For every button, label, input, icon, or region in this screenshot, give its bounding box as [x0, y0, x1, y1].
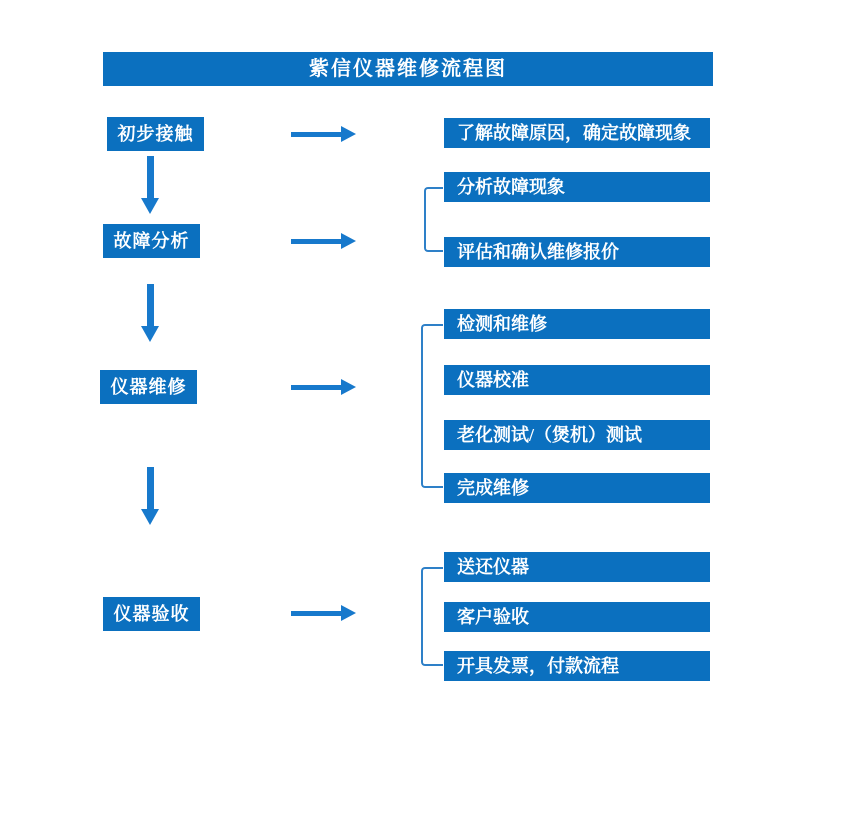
step-box: 分析故障现象 [444, 172, 710, 202]
step-box: 老化测试/（煲机）测试 [444, 420, 710, 450]
step-box: 送还仪器 [444, 552, 710, 582]
step-box: 完成维修 [444, 473, 710, 503]
stage-box-initial-contact: 初步接触 [107, 117, 204, 151]
right-arrow [291, 126, 356, 142]
arrow-head [341, 605, 356, 621]
group-bracket [421, 567, 443, 666]
arrow-head [341, 379, 356, 395]
right-arrow [291, 605, 356, 621]
step-box: 仪器校准 [444, 365, 710, 395]
arrow-stem [147, 156, 154, 198]
step-box: 开具发票，付款流程 [444, 651, 710, 681]
step-box: 检测和维修 [444, 309, 710, 339]
arrow-stem [147, 284, 154, 326]
arrow-stem [291, 611, 341, 616]
arrow-head [341, 233, 356, 249]
stage-box-instrument-acceptance: 仪器验收 [103, 597, 200, 631]
step-box: 了解故障原因，确定故障现象 [444, 118, 710, 148]
group-bracket [424, 187, 443, 252]
right-arrow [291, 233, 356, 249]
arrow-stem [291, 132, 341, 137]
arrow-head [141, 198, 159, 214]
arrow-stem [291, 385, 341, 390]
arrow-stem [291, 239, 341, 244]
step-box: 评估和确认维修报价 [444, 237, 710, 267]
group-bracket [421, 324, 443, 488]
arrow-head [141, 509, 159, 525]
arrow-head [341, 126, 356, 142]
arrow-head [141, 326, 159, 342]
step-box: 客户验收 [444, 602, 710, 632]
stage-box-fault-analysis: 故障分析 [103, 224, 200, 258]
arrow-stem [147, 467, 154, 509]
right-arrow [291, 379, 356, 395]
stage-box-instrument-repair: 仪器维修 [100, 370, 197, 404]
flowchart-title: 紫信仪器维修流程图 [103, 52, 713, 86]
